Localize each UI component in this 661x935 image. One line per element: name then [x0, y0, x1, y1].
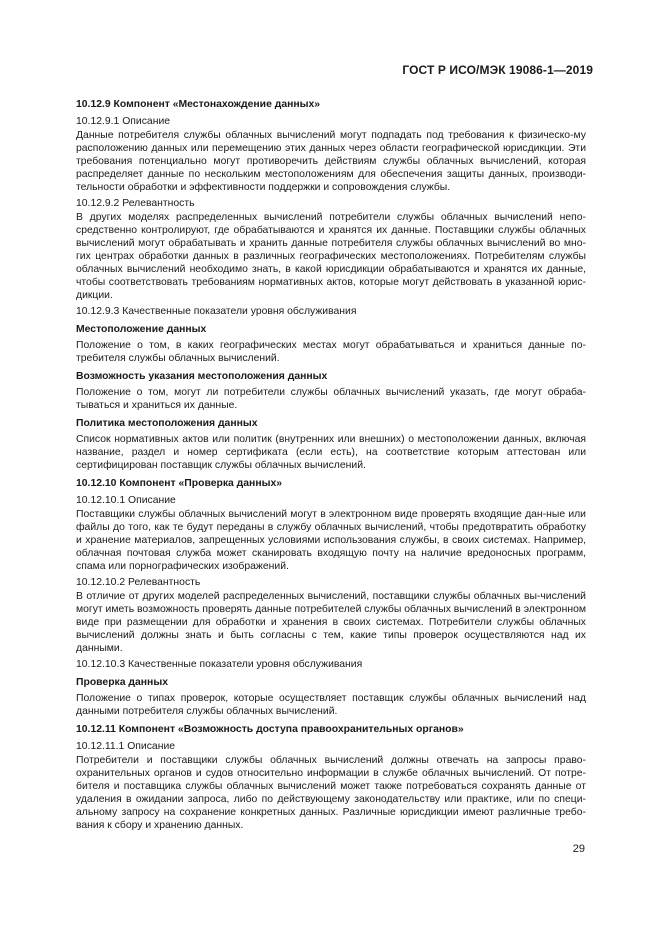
document-header: ГОСТ Р ИСО/МЭК 19086-1—2019 — [402, 63, 593, 77]
paragraph: Положение о том, могут ли потребители службы облачных вычислений указать, где могут обраба-тываться и храниться их данные. — [76, 387, 586, 411]
term-heading: Проверка данных — [76, 677, 168, 688]
page-number: 29 — [572, 843, 585, 855]
subsection-heading: 10.12.9.3 Качественные показатели уровня обслуживания — [76, 306, 357, 317]
paragraph: Положение о том, в каких географических местах могут обрабатываться и храниться данные по-требителя службы облачных вычислений. — [76, 340, 586, 364]
section-heading: 10.12.11 Компонент «Возможность доступа правоохранительных органов» — [76, 724, 464, 735]
subsection-heading: 10.12.11.1 Описание — [76, 741, 176, 752]
paragraph: В отличие от других моделей распределенных вычислений, поставщики службы облачных вы-числений могут иметь возможность проверять данные потребителей службы облачных вычислений в электронном виде при размещении для обработки и хранения в своих системах. Потребители службы облачных вычислений должны знать и быть согласны с тем, какие типы проверок осуществляются над их данными. — [76, 591, 586, 654]
term-heading: Местоположение данных — [76, 324, 207, 335]
section-heading: 10.12.10 Компонент «Проверка данных» — [76, 478, 283, 489]
subsection-heading: 10.12.10.2 Релевантность — [76, 577, 201, 588]
section-heading: 10.12.9 Компонент «Местонахождение данных» — [76, 99, 321, 110]
term-heading: Возможность указания местоположения данных — [76, 371, 328, 382]
paragraph: Список нормативных актов или политик (внутренних или внешних) о местоположении данных, включая название, раздел и номер сертификата (если есть), на соответствие которым аттестован или сертифицирован поставщик службы облачных вычислений. — [76, 434, 586, 471]
subsection-heading: 10.12.10.1 Описание — [76, 495, 176, 506]
paragraph: Данные потребителя службы облачных вычислений могут подпадать под требования к физическо-му расположению данных или перемещению этих данных через области географической юрисдикции. Эти требования потенциально могут противоречить действиям службы облачных вычислений, которая распределяет данные по нескольким местоположениям для обеспечения защиты данных, производи-тельности обработки и эффективности поддержки и сопровождения службы. — [76, 130, 586, 193]
term-heading: Политика местоположения данных — [76, 418, 258, 429]
paragraph: В других моделях распределенных вычислений потребители службы облачных вычислений непо-средственно контролируют, где обрабатываются и хранятся их данные. Поставщики службы облачных вычислений могут обрабатывать и хранить данные потребителя службы облачных вычислений во мно-гих центрах обработки данных в различных географических местоположениях. Потребителям службы облачных вычислений необходимо знать, в какой юрисдикции обрабатываются и хранятся их данные, чтобы соответствовать требованиям нормативных актов, которые могут действовать в указанной юрис-дикции. — [76, 212, 586, 301]
paragraph: Поставщики службы облачных вычислений могут в электронном виде проверять входящие дан-ные или файлы до того, как те будут переданы в службу облачных вычислений, чтобы предотвратить обработку и хранение материалов, запрещенных условиями использования службы, в своих системах. Например, облачная почтовая служба может сканировать входящую почту на наличие вредоносных программ, спама или порнографических изображений. — [76, 509, 586, 572]
document-body — [76, 93, 586, 832]
subsection-heading: 10.12.9.2 Релевантность — [76, 198, 195, 209]
subsection-heading: 10.12.10.3 Качественные показатели уровня обслуживания — [76, 659, 363, 670]
paragraph: Положение о типах проверок, которые осуществляет поставщик службы облачных вычислений над данными потребителя службы облачных вычислений. — [76, 693, 586, 717]
paragraph: Потребители и поставщики службы облачных вычислений должны отвечать на запросы право-охранительных органов и судов относительно информации в службе облачных вычислений. От потре-бителя и поставщика службы облачных вычислений может также потребоваться сохранять данные от удаления в ожидании запроса, либо по действующему законодательству или практике, или по специ-альному запросу на сохранение конкретных данных. Различные юрисдикции имеют различные требо-вания к сбору и хранению данных. — [76, 755, 586, 831]
subsection-heading: 10.12.9.1 Описание — [76, 116, 171, 127]
